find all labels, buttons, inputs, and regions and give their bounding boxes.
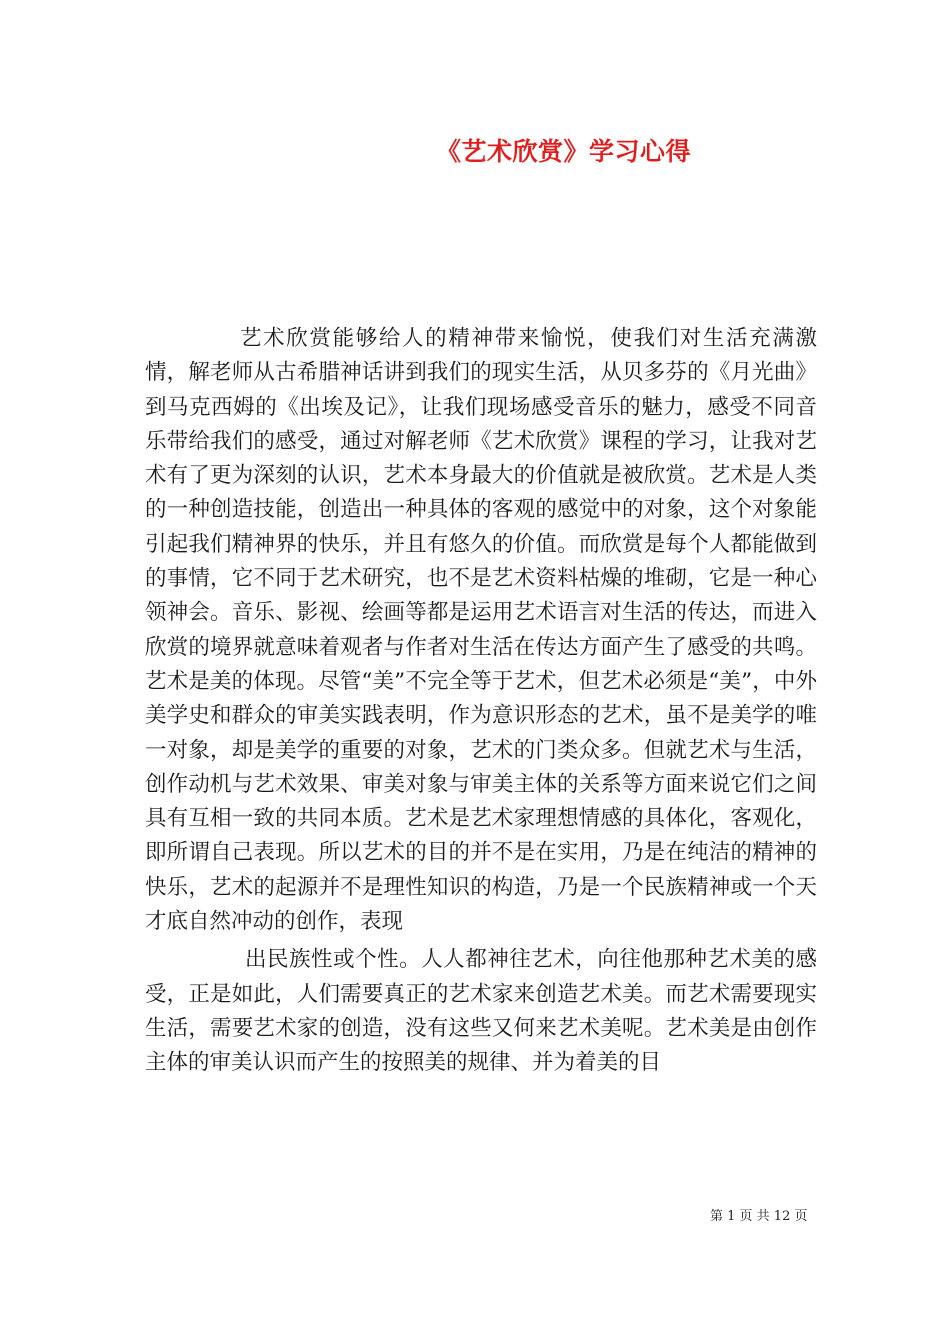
document-title: 《艺术欣赏》学习心得 <box>436 137 692 166</box>
page-number-footer: 第 1 页 共 12 页 <box>710 1209 808 1224</box>
document-body <box>145 322 817 1081</box>
paragraph-2: 出民族性或个性。人人都神往艺术，向往他那种艺术美的感受，正是如此，人们需要真正的艺术家来创造艺术美。而艺术需要现实生活，需要艺术家的创造，没有这些又何来艺术美呢。艺术美是由创作主体的审美认识而产生的按照美的规律、并为着美的目 <box>145 947 817 1076</box>
paragraph-1: 艺术欣赏能够给人的精神带来愉悦，使我们对生活充满激情，解老师从古希腊神话讲到我们的现实生活，从贝多芬的《月光曲》到马克西姆的《出埃及记》，让我们现场感受音乐的魅力，感受不同音乐带给我们的感受，通过对解老师《艺术欣赏》课程的学习，让我对艺术有了更为深刻的认识，艺术本身最大的价值就是被欣赏。艺术是人类的一种创造技能，创造出一种具体的客观的感觉中的对象，这个对象能引起我们精神界的快乐，并且有悠久的价值。而欣赏是每个人都能做到的事情，它不同于艺术研究，也不是艺术资料枯燥的堆砌，它是一种心领神会。音乐、影视、绘画等都是运用艺术语言对生活的传达，而进入欣赏的境界就意味着观者与作者对生活在传达方面产生了感受的共鸣。艺术是美的体现。尽管“美”不完全等于艺术，但艺术必须是“美”，中外美学史和群众的审美实践表明，作为意识形态的艺术，虽不是美学的唯一对象，却是美学的重要的对象，艺术的门类众多。但就艺术与生活，创作动机与艺术效果、审美对象与审美主体的关系等方面来说它们之间具有互相一致的共同本质。艺术是艺术家理想情感的具体化，客观化，即所谓自己表现。所以艺术的目的并不是在实用，乃是在纯洁的精神的快乐，艺术的起源并不是理性知识的构造，乃是一个民族精神或一个天才底自然冲动的创作，表现 <box>145 326 817 935</box>
